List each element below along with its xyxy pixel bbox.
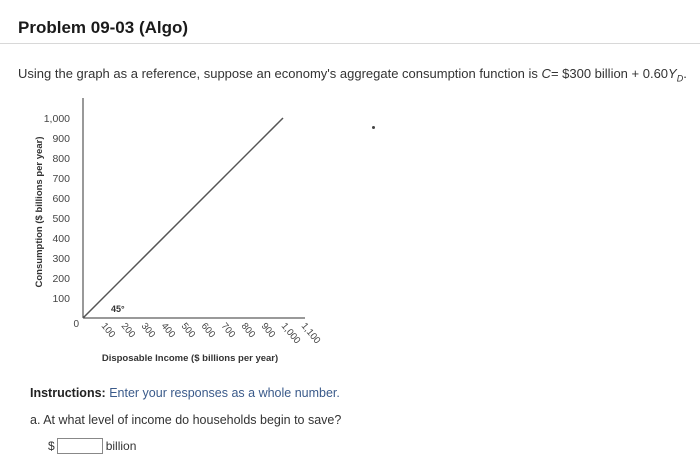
x-tick-label: 200 [118,320,138,341]
instructions-label: Instructions: [30,386,106,400]
x-tick-label: 300 [138,320,158,341]
y-tick-label: 500 [52,213,70,225]
x-tick-label: 800 [238,320,258,341]
prompt-function-end: . [683,66,687,81]
instructions [30,386,340,400]
x-tick-label: 1,000 [278,320,303,347]
y-tick-label: 800 [52,153,70,165]
stray-dot [372,126,375,129]
instructions-text: Enter your responses as a whole number. [109,386,340,400]
question-a: a. At what level of income do households begin to save? [30,413,342,427]
currency-symbol: $ [48,439,55,453]
x-tick-label: 700 [218,320,238,341]
y-tick-label: 100 [52,293,70,305]
prompt-function-var: Y [668,66,677,81]
y-tick-label: 700 [52,173,70,185]
prompt-lead: Using the graph as a reference, suppose an economy's aggregate consumption function is [18,66,538,81]
y-axis-label: Consumption ($ billions per year) [34,136,45,288]
y-tick-label: 200 [52,273,70,285]
x-tick-label: 1,100 [298,320,323,347]
x-tick-label: 900 [258,320,278,341]
y-tick-label: 300 [52,253,70,265]
x-axis-label: Disposable Income ($ billions per year) [101,353,279,364]
answer-row [48,438,136,454]
y-tick-label: 600 [52,193,70,205]
y-tick-label: 400 [52,233,70,245]
forty-five-degree-line [83,118,283,318]
origin-label: 0 [73,319,79,330]
x-tick-label: 500 [178,320,198,341]
x-tick-label: 400 [158,320,178,341]
prompt-function-rhs: = $300 billion + 0.60 [550,66,669,81]
angle-annotation: 45° [111,304,125,314]
y-tick-label: 900 [52,133,70,145]
x-tick-label: 600 [198,320,218,341]
x-tick-label: 100 [98,320,118,341]
prompt-function-sub: D [676,73,684,84]
prompt-function-lhs: C [541,66,551,81]
answer-input[interactable] [57,438,103,454]
answer-unit: billion [105,439,137,453]
y-tick-label: 1,000 [43,113,70,125]
problem-title: Problem 09-03 (Algo) [18,18,189,37]
